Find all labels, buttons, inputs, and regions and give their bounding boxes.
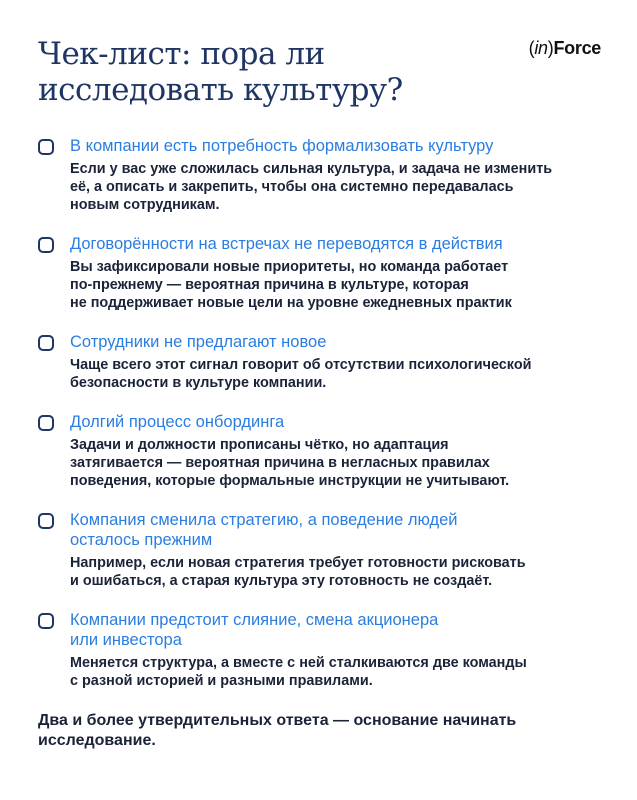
item-desc-line: по-прежнему — вероятная причина в культуре, которая (70, 277, 469, 293)
item-title-line: Компания сменила стратегию, а поведение людей (70, 511, 458, 529)
item-title-line: Компании предстоит слияние, смена акционера (70, 611, 439, 629)
page-title-line: исследовать культуру? (38, 72, 403, 108)
item-desc-line: новым сотрудникам. (70, 197, 220, 213)
item-title-line: или инвестора (70, 631, 182, 649)
item-title-line: Сотрудники не предлагают новое (70, 333, 327, 351)
checklist-item-description (70, 356, 608, 392)
conclusion-line: исследование. (38, 732, 156, 749)
item-desc-line: и ошибаться, а старая культура эту готовность не создаёт. (70, 573, 493, 589)
checklist-item-description (70, 436, 608, 490)
item-desc-line: её, а описать и закрепить, чтобы она системно передавалась (70, 179, 514, 195)
item-desc-line: Например, если новая стратегия требует готовности рисковать (70, 555, 526, 571)
checklist-item (38, 510, 608, 590)
checklist-item (38, 610, 608, 690)
checklist-item (38, 136, 608, 214)
item-desc-line: не поддерживает новые цели на уровне ежедневных практик (70, 295, 512, 311)
logo-close-paren: ) (547, 38, 554, 58)
checklist (38, 136, 608, 690)
checklist-item (38, 234, 608, 312)
checklist-item-title (70, 136, 608, 156)
conclusion-line: Два и более утвердительных ответа — основание начинать (38, 712, 517, 729)
item-desc-line: Вы зафиксировали новые приоритеты, но команда работает (70, 259, 509, 275)
checklist-item-title (70, 412, 608, 432)
item-title-line: В компании есть потребность формализовать культуру (70, 137, 494, 155)
checklist-item-title (70, 610, 608, 650)
logo-open-paren: ( (528, 38, 535, 58)
item-title-line: Долгий процесс онбординга (70, 413, 285, 431)
checkbox-icon[interactable] (38, 237, 54, 253)
item-desc-line: поведения, которые формальные инструкции не учитывают. (70, 473, 510, 489)
item-desc-line: затягивается — вероятная причина в негласных правилах (70, 455, 490, 471)
item-desc-line: Чаще всего этот сигнал говорит об отсутствии психологической (70, 357, 532, 373)
checkbox-icon[interactable] (38, 513, 54, 529)
item-desc-line: Если у вас уже сложилась сильная культура, и задача не изменить (70, 161, 553, 177)
checklist-item (38, 332, 608, 392)
item-desc-line: Меняется структура, а вместе с ней сталкиваются две команды (70, 655, 527, 671)
checkbox-icon[interactable] (38, 613, 54, 629)
page-title (38, 36, 508, 108)
brand-logo (529, 38, 601, 59)
checklist-item-description (70, 654, 608, 690)
checklist-item (38, 412, 608, 490)
item-title-line: Договорённости на встречах не переводятся в действия (70, 235, 503, 253)
item-title-line: осталось прежним (70, 531, 213, 549)
item-desc-line: с разной историей и разными правилами. (70, 673, 373, 689)
checkbox-icon[interactable] (38, 139, 54, 155)
checkbox-icon[interactable] (38, 335, 54, 351)
checklist-item-description (70, 160, 608, 214)
checklist-item-description (70, 554, 608, 590)
checkbox-icon[interactable] (38, 415, 54, 431)
item-desc-line: Задачи и должности прописаны чётко, но адаптация (70, 437, 449, 453)
logo-in: in (534, 38, 548, 58)
conclusion-text (38, 711, 598, 751)
checklist-item-title (70, 332, 608, 352)
checklist-item-description (70, 258, 608, 312)
page-title-line: Чек-лист: пора ли (38, 36, 325, 72)
checklist-item-title (70, 234, 608, 254)
item-desc-line: безопасности в культуре компании. (70, 375, 327, 391)
checklist-item-title (70, 510, 608, 550)
logo-brand: Force (553, 38, 601, 58)
